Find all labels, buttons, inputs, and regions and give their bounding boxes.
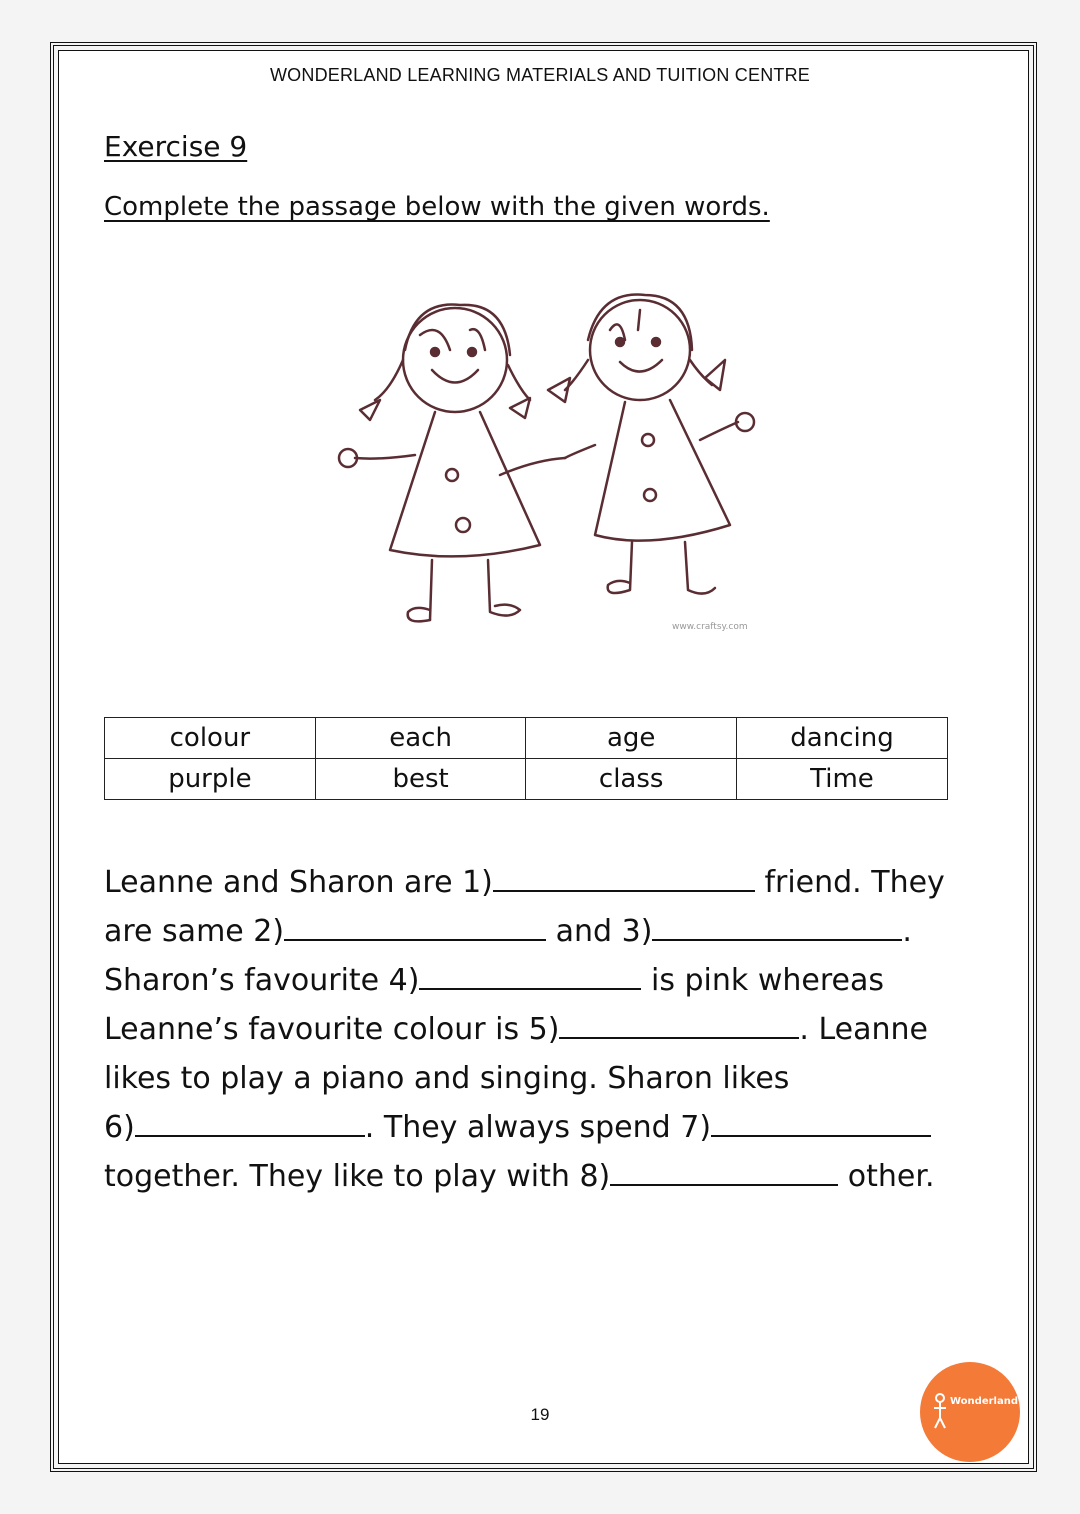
- centre-header: WONDERLAND LEARNING MATERIALS AND TUITION CENTRE: [269, 65, 810, 85]
- passage-text: together. They like to play with 8): [104, 1159, 611, 1194]
- passage-line: [104, 858, 964, 907]
- word-cell: Time: [736, 759, 947, 800]
- blank-7[interactable]: [711, 1105, 931, 1137]
- word-box-row: [105, 718, 948, 759]
- word-cell: each: [315, 718, 526, 759]
- right-girl-drawing: [548, 295, 754, 594]
- blank-4[interactable]: [419, 958, 641, 990]
- passage-text: is pink whereas: [651, 963, 884, 998]
- word-cell: best: [315, 759, 526, 800]
- passage-text: Leanne’s favourite colour is 5): [104, 1012, 560, 1047]
- wonderland-logo: [920, 1362, 1020, 1462]
- word-box-table: [104, 717, 948, 800]
- passage-text: . They always spend 7): [364, 1110, 712, 1145]
- word-cell: class: [526, 759, 737, 800]
- word-box-row: [105, 759, 948, 800]
- passage-text: friend. They: [764, 865, 945, 900]
- passage-text: are same 2): [104, 914, 285, 949]
- word-cell: dancing: [736, 718, 947, 759]
- blank-2[interactable]: [284, 909, 546, 941]
- passage: [104, 858, 964, 1201]
- left-girl-drawing: [339, 305, 565, 622]
- passage-text: Sharon’s favourite 4): [104, 963, 420, 998]
- blank-5[interactable]: [559, 1007, 799, 1039]
- word-cell: colour: [105, 718, 316, 759]
- word-cell: purple: [105, 759, 316, 800]
- passage-text: .: [902, 914, 912, 949]
- logo-figure-icon: [930, 1392, 950, 1432]
- blank-6[interactable]: [135, 1105, 365, 1137]
- exercise-title: Exercise 9: [104, 130, 248, 163]
- blank-1[interactable]: [493, 860, 755, 892]
- passage-text: Leanne and Sharon are 1): [104, 865, 493, 900]
- exercise-instruction: Complete the passage below with the given words.: [104, 192, 770, 222]
- passage-text: and 3): [555, 914, 653, 949]
- logo-text: Wonderland: [950, 1396, 1018, 1407]
- page-number: 19: [530, 1405, 550, 1424]
- passage-text: likes to play a piano and singing. Sharon likes: [104, 1061, 790, 1096]
- passage-line: [104, 956, 964, 1005]
- word-cell: age: [526, 718, 737, 759]
- passage-text: 6): [104, 1110, 135, 1145]
- two-girls-illustration: [320, 280, 770, 640]
- passage-line: [104, 1054, 964, 1103]
- blank-8[interactable]: [610, 1154, 838, 1186]
- passage-line: [104, 1152, 964, 1201]
- illustration-credit: www.craftsy.com: [672, 622, 748, 632]
- passage-line: [104, 1005, 964, 1054]
- passage-line: [104, 1103, 964, 1152]
- passage-text: . Leanne: [799, 1012, 929, 1047]
- passage-text: other.: [847, 1159, 935, 1194]
- passage-line: [104, 907, 964, 956]
- blank-3[interactable]: [652, 909, 902, 941]
